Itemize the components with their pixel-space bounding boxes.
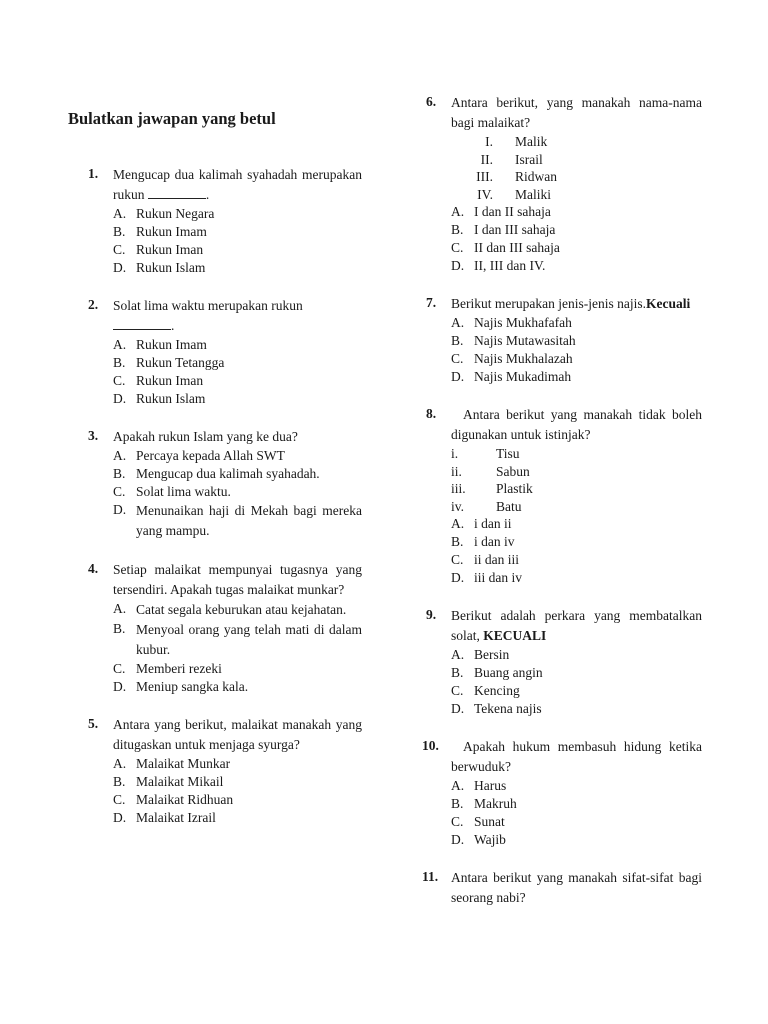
option-d[interactable]: D. Najis Mukadimah <box>451 369 572 384</box>
list-item: II. Israil <box>480 151 543 167</box>
option-b[interactable]: B. Najis Mutawasitah <box>451 333 576 348</box>
question-text: Solat lima waktu merupakan rukun . <box>113 298 303 333</box>
question-text: Berikut merupakan jenis-jenis najis.Kecuali <box>451 296 691 311</box>
option-d[interactable]: D. Rukun Islam <box>113 391 206 406</box>
option-a[interactable]: A. i dan ii <box>451 516 512 531</box>
question-11 <box>422 868 702 908</box>
question-text: Apakah rukun Islam yang ke dua? <box>113 429 298 444</box>
question-text: Berikut adalah perkara yang membatalkan solat, KECUALI <box>451 608 702 643</box>
question-5 <box>88 715 362 827</box>
answer-blank <box>113 316 171 330</box>
question-number: 9. <box>426 607 437 622</box>
question-10 <box>422 737 702 849</box>
question-number: 2. <box>88 297 99 312</box>
question-6 <box>426 93 702 275</box>
list-item: III. Ridwan <box>476 169 557 184</box>
option-a[interactable]: A. Rukun Imam <box>113 337 207 352</box>
option-d[interactable]: D. iii dan iv <box>451 570 522 585</box>
option-c[interactable]: C. Najis Mukhalazah <box>451 351 573 366</box>
left-column <box>88 165 362 846</box>
option-b[interactable]: B. I dan III sahaja <box>451 222 556 237</box>
option-a[interactable]: A. Najis Mukhafafah <box>451 315 572 330</box>
question-number: 8. <box>426 406 437 421</box>
question-text: Antara berikut, yang manakah nama-nama bagi malaikat? <box>451 95 702 130</box>
option-d[interactable]: D. Menunaikan haji di Mekah bagi mereka yang mampu. <box>113 502 362 538</box>
question-1 <box>88 165 362 277</box>
list-item: IV. Maliki <box>477 186 551 202</box>
page-title: Bulatkan jawapan yang betul <box>68 109 276 128</box>
option-b[interactable]: B. Malaikat Mikail <box>113 774 224 789</box>
option-a[interactable]: A. I dan II sahaja <box>451 204 551 219</box>
question-text: Antara yang berikut, malaikat manakah yang ditugaskan untuk menjaga syurga? <box>113 717 362 752</box>
list-item: ii. Sabun <box>451 463 530 479</box>
question-text: Mengucap dua kalimah syahadah merupakan rukun . <box>113 167 362 202</box>
option-d[interactable]: D. Tekena najis <box>451 701 542 716</box>
option-b[interactable]: B. Buang angin <box>451 665 543 680</box>
option-a[interactable]: A. Malaikat Munkar <box>113 756 231 771</box>
question-number: 6. <box>426 94 437 109</box>
option-c[interactable]: C. Solat lima waktu. <box>113 484 231 499</box>
question-3 <box>88 427 362 541</box>
option-a[interactable]: A. Harus <box>451 778 507 793</box>
option-a[interactable]: A. Percaya kepada Allah SWT <box>113 448 285 463</box>
question-8 <box>426 405 702 587</box>
question-number: 11. <box>422 869 439 884</box>
option-c[interactable]: C. Rukun Iman <box>113 242 204 257</box>
option-c[interactable]: C. ii dan iii <box>451 552 519 567</box>
option-a[interactable]: A. Rukun Negara <box>113 206 215 221</box>
option-d[interactable]: D. II, III dan IV. <box>451 258 546 273</box>
question-4 <box>88 560 362 696</box>
option-b[interactable]: B. Mengucap dua kalimah syahadah. <box>113 466 320 481</box>
option-c[interactable]: C. II dan III sahaja <box>451 240 560 255</box>
question-text: Setiap malaikat mempunyai tugasnya yang tersendiri. Apakah tugas malaikat munkar? <box>113 562 362 597</box>
question-number: 7. <box>426 295 437 310</box>
option-c[interactable]: C. Malaikat Ridhuan <box>113 792 234 807</box>
option-a[interactable]: A. Catat segala keburukan atau kejahatan. <box>113 601 347 617</box>
question-text: Antara berikut yang manakah sifat-sifat bagi seorang nabi? <box>451 870 702 905</box>
question-number: 1. <box>88 166 99 181</box>
option-a[interactable]: A. Bersin <box>451 647 510 662</box>
question-2 <box>88 296 362 408</box>
question-number: 10. <box>422 738 439 753</box>
question-7 <box>426 294 702 386</box>
list-item: iii. Plastik <box>451 481 533 496</box>
option-d[interactable]: D. Wajib <box>451 832 506 847</box>
option-c[interactable]: C. Sunat <box>451 814 505 829</box>
question-text: Antara berikut yang manakah tidak boleh digunakan untuk istinjak? <box>451 407 702 442</box>
option-b[interactable]: B. Menyoal orang yang telah mati di dalam kubur. <box>113 621 362 657</box>
option-c[interactable]: C. Memberi rezeki <box>113 661 222 676</box>
option-b[interactable]: B. Makruh <box>451 796 517 811</box>
option-c[interactable]: C. Kencing <box>451 683 520 698</box>
question-9 <box>426 606 702 718</box>
option-d[interactable]: D. Rukun Islam <box>113 260 206 275</box>
question-text: Apakah hukum membasuh hidung ketika berwuduk? <box>451 739 702 774</box>
list-item: iv. Batu <box>451 498 522 514</box>
question-number: 5. <box>88 716 99 731</box>
option-b[interactable]: B. Rukun Imam <box>113 224 207 239</box>
emphasis-text: Kecuali <box>645 296 691 311</box>
answer-blank <box>148 185 206 199</box>
question-number: 3. <box>88 428 99 443</box>
option-c[interactable]: C. Rukun Iman <box>113 373 204 388</box>
list-item: I. Malik <box>485 134 548 149</box>
right-column <box>422 93 702 927</box>
option-b[interactable]: B. Rukun Tetangga <box>113 355 225 370</box>
option-d[interactable]: D. Meniup sangka kala. <box>113 679 249 694</box>
option-b[interactable]: B. i dan iv <box>451 534 515 549</box>
list-item: i. Tisu <box>451 446 520 461</box>
option-d[interactable]: D. Malaikat Izrail <box>113 810 216 825</box>
emphasis-text: KECUALI <box>483 628 547 643</box>
question-number: 4. <box>88 561 99 576</box>
